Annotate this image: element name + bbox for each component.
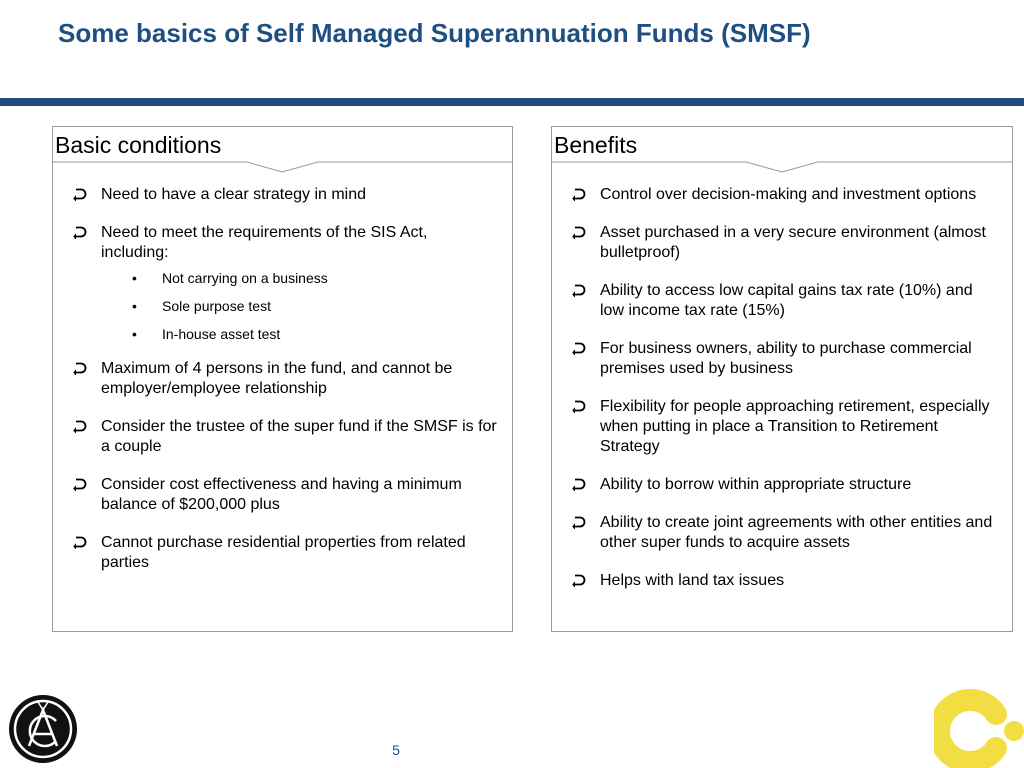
bullet-item (73, 223, 498, 343)
bullet-text: Consider cost effectiveness and having a minimum balance of $200,000 plus (101, 476, 462, 513)
bullet-text: Need to meet the requirements of the SIS Act, including: (101, 224, 428, 261)
curved-arrow-icon (73, 535, 87, 549)
curved-arrow-icon (572, 187, 586, 201)
sub-bullet-list (101, 269, 498, 343)
bullet-dot-icon: • (132, 326, 137, 342)
bullet-text: Cannot purchase residential properties from related parties (101, 534, 466, 571)
basic-conditions-list (73, 185, 498, 573)
title-divider (0, 98, 1024, 106)
curved-arrow-icon (73, 419, 87, 433)
bullet-text: Ability to borrow within appropriate structure (600, 476, 912, 493)
curved-arrow-icon (572, 573, 586, 587)
basic-conditions-panel (52, 126, 513, 632)
bullet-item (572, 397, 998, 457)
curved-arrow-icon (572, 399, 586, 413)
curved-arrow-icon (572, 283, 586, 297)
curved-arrow-icon (73, 361, 87, 375)
sub-bullet-text: In-house asset test (162, 326, 281, 342)
bullet-text: Consider the trustee of the super fund if the SMSF is for a couple (101, 418, 497, 455)
bullet-item (572, 513, 998, 553)
sub-bullet-item (101, 269, 498, 287)
panel-header-divider (53, 158, 512, 176)
curved-arrow-icon (572, 477, 586, 491)
curved-arrow-icon (572, 341, 586, 355)
sub-bullet-item (101, 325, 498, 343)
bullet-text: Need to have a clear strategy in mind (101, 186, 367, 203)
bullet-item (572, 185, 998, 205)
sub-bullet-text: Not carrying on a business (162, 270, 328, 286)
bullet-item (572, 281, 998, 321)
bullet-text: Helps with land tax issues (600, 572, 785, 589)
bullet-item (73, 533, 498, 573)
ac-monogram-logo (8, 694, 78, 764)
bullet-text: Ability to access low capital gains tax rate (10%) and low income tax rate (15%) (600, 282, 973, 319)
panel-header-divider (552, 158, 1012, 176)
curved-arrow-icon (73, 477, 87, 491)
benefits-panel (551, 126, 1013, 632)
bullet-item (73, 475, 498, 515)
benefits-list (572, 185, 998, 591)
panel-heading: Benefits (554, 132, 638, 158)
sub-bullet-item (101, 297, 498, 315)
sub-bullet-text: Sole purpose test (162, 298, 271, 314)
bullet-dot-icon: • (132, 298, 137, 314)
curved-arrow-icon (572, 515, 586, 529)
bullet-item (572, 571, 998, 591)
bullet-text: Asset purchased in a very secure environment (almost bulletproof) (600, 224, 986, 261)
bullet-dot-icon: • (132, 270, 137, 286)
curved-arrow-icon (73, 225, 87, 239)
yellow-c-logo (934, 684, 1024, 768)
panel-heading: Basic conditions (55, 132, 222, 158)
curved-arrow-icon (572, 225, 586, 239)
bullet-text: Flexibility for people approaching retirement, especially when putting in place a Transition to Retirement Strategy (600, 398, 990, 455)
curved-arrow-icon (73, 187, 87, 201)
bullet-item (572, 339, 998, 379)
bullet-text: Ability to create joint agreements with other entities and other super funds to acquire assets (600, 514, 993, 551)
bullet-item (73, 359, 498, 399)
bullet-text: Maximum of 4 persons in the fund, and cannot be employer/employee relationship (101, 360, 453, 397)
bullet-item (572, 475, 998, 495)
bullet-text: For business owners, ability to purchase commercial premises used by business (600, 340, 972, 377)
bullet-item (73, 185, 498, 205)
page-number: 5 (392, 742, 400, 758)
panel-body (572, 185, 998, 609)
bullet-item (572, 223, 998, 263)
bullet-text: Control over decision-making and investment options (600, 186, 977, 203)
bullet-item (73, 417, 498, 457)
panel-body (73, 185, 498, 591)
slide-title: Some basics of Self Managed Superannuation Funds (SMSF) (58, 18, 811, 48)
